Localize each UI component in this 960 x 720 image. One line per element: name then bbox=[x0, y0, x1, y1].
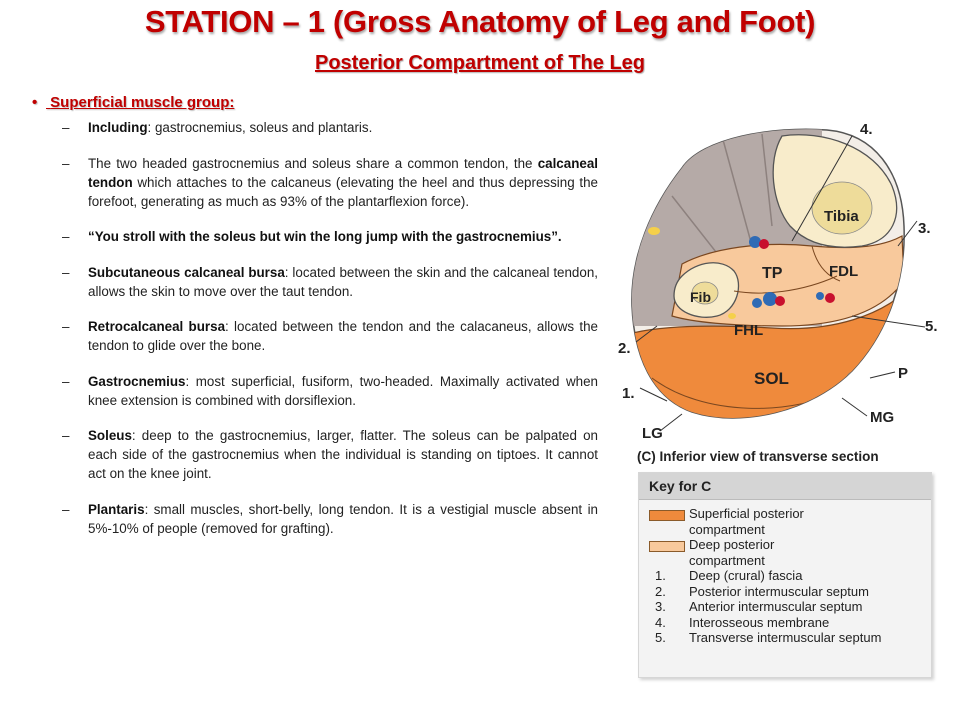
key-entry bbox=[639, 599, 931, 615]
label-num-2: 2. bbox=[618, 340, 631, 357]
key-entry-label: Interosseous membrane bbox=[689, 614, 830, 630]
label-fhl: FHL bbox=[734, 322, 764, 339]
item-term: Plantaris bbox=[88, 501, 145, 517]
item-text: : located between the skin and the calcaneal tendon, allows the skin to move over the taut tendon. bbox=[88, 264, 598, 299]
swatch-deep bbox=[649, 541, 685, 552]
list-item-soleus bbox=[62, 426, 598, 483]
nerve-dot bbox=[728, 313, 736, 319]
swatch-superficial bbox=[649, 510, 685, 521]
list-item-including bbox=[62, 118, 598, 137]
label-fdl: FDL bbox=[829, 263, 859, 280]
label-num-3: 3. bbox=[918, 220, 931, 237]
label-fib: Fib bbox=[690, 289, 711, 305]
item-term: Soleus bbox=[88, 428, 132, 443]
figure-caption: (C) Inferior view of transverse section bbox=[637, 449, 879, 464]
key-entry-number: 1. bbox=[655, 568, 666, 583]
key-entry-label: Posterior intermuscular septum bbox=[689, 583, 869, 599]
item-term: Subcutaneous calcaneal bursa bbox=[88, 264, 285, 280]
label-tibia: Tibia bbox=[824, 208, 859, 225]
dash-icon: – bbox=[62, 373, 70, 389]
list-item-gastrocnemius bbox=[62, 372, 598, 410]
bullet-icon: • bbox=[32, 94, 38, 111]
artery-dot bbox=[759, 239, 769, 249]
key-entry-number: 3. bbox=[655, 599, 666, 614]
item-term: Retrocalcaneal bursa bbox=[88, 319, 226, 334]
list-item-common-tendon bbox=[62, 154, 598, 211]
key-swatch-label: compartment bbox=[689, 552, 765, 568]
dash-icon: – bbox=[62, 155, 70, 171]
dash-icon: – bbox=[62, 229, 70, 244]
label-num-4: 4. bbox=[860, 121, 873, 138]
dash-icon: – bbox=[62, 501, 70, 517]
dash-icon: – bbox=[62, 264, 70, 280]
item-text: : most superficial, fusiform, two-headed. Maximally activated when knee extension is combined with dorsiflexion. bbox=[88, 373, 598, 408]
key-entry bbox=[639, 568, 931, 584]
figure-key bbox=[638, 472, 932, 678]
item-term: “You stroll with the soleus but win the long jump with the gastrocnemius”. bbox=[88, 229, 562, 244]
label-p: P bbox=[898, 365, 909, 382]
key-entry bbox=[639, 584, 931, 600]
key-swatch-label: compartment bbox=[689, 521, 765, 537]
key-swatch-label: Deep posterior bbox=[689, 537, 775, 552]
leader-line-p bbox=[870, 372, 895, 378]
vein-dot bbox=[816, 292, 824, 300]
list-item-subcutaneous-bursa bbox=[62, 263, 598, 301]
leader-line-lg bbox=[660, 414, 682, 431]
key-entry-number: 5. bbox=[655, 630, 666, 645]
leg-cross-section-figure bbox=[612, 116, 952, 476]
key-swatch-row bbox=[639, 537, 931, 568]
nerve-dot bbox=[648, 227, 660, 235]
label-tp: TP bbox=[762, 265, 783, 282]
list-item-quote bbox=[62, 227, 598, 246]
key-entry bbox=[639, 615, 931, 631]
item-pre-text: The two headed gastrocnemius and soleus share a common tendon, the bbox=[88, 155, 538, 171]
key-entry-label: Deep (crural) fascia bbox=[689, 568, 803, 583]
superficial-group-heading bbox=[32, 94, 234, 111]
key-title: Key for C bbox=[639, 473, 931, 500]
key-entry-number: 2. bbox=[655, 583, 666, 599]
item-text: which attaches to the calcaneus (elevating the heel and thus depressing the forefoot, generating as much as 93% of the plantarflexion force). bbox=[88, 174, 598, 209]
key-entry-number: 4. bbox=[655, 614, 666, 630]
item-term: Gastrocnemius bbox=[88, 373, 186, 389]
group-label: Superficial muscle group: bbox=[50, 94, 235, 111]
item-text: : located between the tendon and the calacaneus, allows the tendon to glide over the bone. bbox=[88, 319, 598, 353]
list-item-plantaris bbox=[62, 500, 598, 538]
bullet-list bbox=[62, 118, 598, 554]
artery-dot bbox=[825, 293, 835, 303]
vein-dot bbox=[749, 236, 761, 248]
key-entry bbox=[639, 630, 931, 646]
key-entry-label: Transverse intermuscular septum bbox=[689, 630, 882, 645]
dash-icon: – bbox=[62, 319, 70, 334]
item-text: : gastrocnemius, soleus and plantaris. bbox=[147, 120, 373, 135]
page-subtitle: Posterior Compartment of The Leg bbox=[314, 52, 646, 74]
vein-dot bbox=[752, 298, 762, 308]
item-term: calcaneal tendon bbox=[88, 155, 598, 190]
label-lg: LG bbox=[642, 425, 663, 442]
key-swatch-row bbox=[639, 506, 931, 537]
item-text: : deep to the gastrocnemius, larger, flatter. The soleus can be palpated on each side of the gastrocnemius when the individual is standing on tiptoes. It cannot act on the knee joint. bbox=[88, 428, 598, 481]
page-title: STATION – 1 (Gross Anatomy of Leg and Foot) bbox=[144, 4, 816, 39]
list-item-retrocalcaneal-bursa bbox=[62, 317, 598, 355]
artery-dot bbox=[775, 296, 785, 306]
label-sol: SOL bbox=[754, 369, 789, 388]
dash-icon: – bbox=[62, 120, 70, 135]
leader-line-mg bbox=[842, 398, 867, 416]
label-mg: MG bbox=[870, 409, 895, 426]
item-term: Including bbox=[88, 120, 148, 135]
dash-icon: – bbox=[62, 428, 70, 443]
item-text: : small muscles, short-belly, long tendon. It is a vestigial muscle absent in 5%-10% of people (removed for grafting). bbox=[88, 501, 598, 536]
vein-dot bbox=[763, 292, 777, 306]
key-swatch-label: Superficial posterior bbox=[689, 506, 804, 521]
label-num-5: 5. bbox=[925, 318, 938, 335]
label-num-1: 1. bbox=[622, 385, 635, 402]
key-entry-label: Anterior intermuscular septum bbox=[689, 599, 863, 614]
